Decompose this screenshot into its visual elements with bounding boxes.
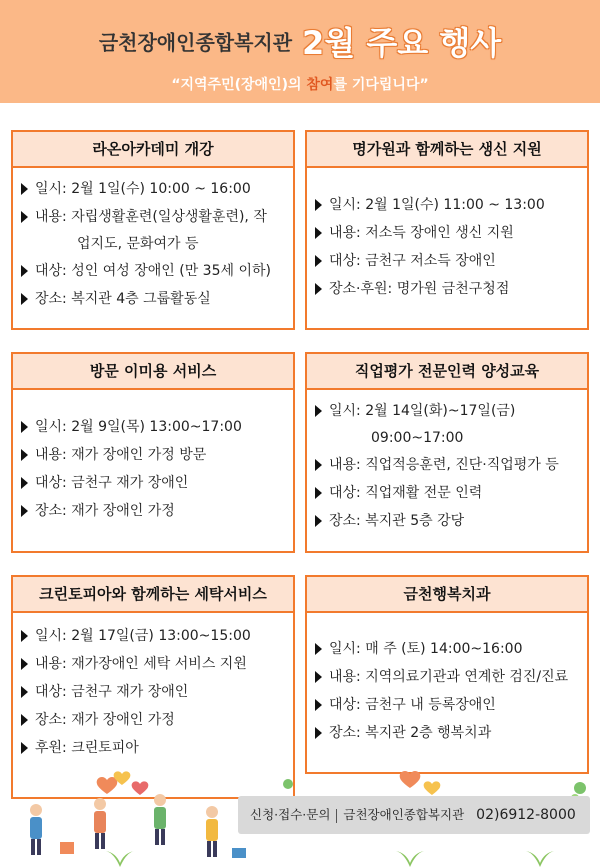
event-card-body — [305, 163, 589, 330]
event-card-laundry-service — [11, 575, 295, 756]
event-card-title: 직업평가 전문인력 양성교육 — [305, 352, 589, 390]
event-line-content: 내용: 직업적응훈련, 진단·직업평가 등 — [315, 451, 581, 479]
event-line-place: 장소: 복지관 4층 그룹활동실 — [21, 285, 287, 313]
bullet-triangle-icon — [315, 487, 322, 499]
bullet-triangle-icon — [21, 714, 28, 726]
bullet-triangle-icon — [315, 283, 322, 295]
header-banner — [0, 0, 600, 103]
event-card-title: 명가원과 함께하는 생신 지원 — [305, 130, 589, 168]
event-card-beauty-service — [11, 352, 295, 519]
event-line-date: 일시: 매 주 (토) 14:00~16:00 — [315, 635, 581, 663]
event-line-date: 일시: 2월 17일(금) 13:00~15:00 — [21, 622, 287, 650]
event-line-content: 내용: 자립생활훈련(일상생활훈련), 작 — [21, 203, 287, 231]
bullet-triangle-icon — [21, 630, 28, 642]
bullet-triangle-icon — [315, 405, 322, 417]
event-line-content: 내용: 지역의료기관과 연계한 검진/진료 — [315, 663, 581, 691]
event-line-place: 장소: 재가 장애인 가정 — [21, 497, 287, 525]
event-card-body — [11, 163, 295, 330]
clover-icon — [574, 782, 586, 794]
event-line-target: 대상: 금천구 내 등록장애인 — [315, 691, 581, 719]
slogan-pre: “지역주민(장애인)의 — [171, 77, 307, 93]
bullet-triangle-icon — [21, 505, 28, 517]
contact-org: 금천장애인종합복지관 — [343, 807, 465, 822]
person-figure — [30, 804, 42, 855]
gift-box-icon — [232, 848, 246, 858]
event-card-body — [305, 385, 589, 553]
sprout-icon — [396, 851, 424, 867]
event-card-title: 금천행복치과 — [305, 575, 589, 613]
bullet-triangle-icon — [315, 643, 322, 655]
bullet-triangle-icon — [21, 293, 28, 305]
bullet-triangle-icon — [21, 183, 28, 195]
event-card-birthday-support — [305, 130, 589, 297]
person-figure — [94, 798, 106, 849]
person-figure — [154, 794, 166, 845]
slogan — [0, 74, 600, 94]
event-line-content: 내용: 재가장애인 세탁 서비스 지원 — [21, 650, 287, 678]
bullet-triangle-icon — [315, 515, 322, 527]
heart-icon — [132, 781, 149, 795]
gift-box-icon — [60, 842, 74, 854]
event-line-date: 일시: 2월 9일(목) 13:00~17:00 — [21, 413, 287, 441]
event-line-place: 장소: 복지관 2층 행복치과 — [315, 719, 581, 747]
bullet-triangle-icon — [21, 421, 28, 433]
bullet-triangle-icon — [21, 477, 28, 489]
bullet-triangle-icon — [21, 742, 28, 754]
event-line-target: 대상: 금천구 재가 장애인 — [21, 678, 287, 706]
bullet-triangle-icon — [21, 658, 28, 670]
event-line-target: 대상: 직업재활 전문 인력 — [315, 479, 581, 507]
event-card-title: 크린토피아와 함께하는 세탁서비스 — [11, 575, 295, 613]
heart-icon — [424, 781, 441, 795]
event-line-place: 장소: 재가 장애인 가정 — [21, 706, 287, 734]
event-card-title: 방문 이미용 서비스 — [11, 352, 295, 390]
event-month-title: 2월 주요 행사 — [302, 24, 502, 62]
event-line-continuation: 업지도, 문화여가 등 — [77, 236, 199, 252]
slogan-post: 를 기다립니다” — [333, 77, 429, 93]
event-line-continuation: 09:00~17:00 — [371, 430, 464, 446]
bullet-triangle-icon — [21, 686, 28, 698]
person-figure — [206, 806, 218, 857]
event-line-place: 장소·후원: 명가원 금천구청점 — [315, 275, 581, 303]
contact-label: 신청·접수·문의 — [250, 807, 331, 822]
event-card-vocational-training — [305, 352, 589, 529]
event-line-target: 대상: 금천구 저소득 장애인 — [315, 247, 581, 275]
event-line-target: 대상: 금천구 재가 장애인 — [21, 469, 287, 497]
bullet-triangle-icon — [315, 255, 322, 267]
event-line-place: 장소: 복지관 5층 강당 — [315, 507, 581, 535]
event-card-title: 라온아카데미 개강 — [11, 130, 295, 168]
divider — [336, 809, 337, 823]
sprout-icon — [106, 851, 134, 867]
event-line-date: 일시: 2월 1일(수) 10:00 ~ 16:00 — [21, 175, 287, 203]
clover-icon — [283, 779, 293, 789]
org-title: 금천장애인종합복지관 — [98, 30, 293, 55]
event-line-content: 내용: 재가 장애인 가정 방문 — [21, 441, 287, 469]
event-line-content: 내용: 저소득 장애인 생신 지원 — [315, 219, 581, 247]
heart-icon — [400, 771, 421, 788]
heart-icon — [97, 777, 118, 794]
contact-box — [238, 796, 590, 834]
footer — [0, 770, 600, 867]
header-title — [0, 18, 600, 64]
event-line-sponsor: 후원: 크린토피아 — [21, 734, 287, 762]
bullet-triangle-icon — [315, 699, 322, 711]
bullet-triangle-icon — [21, 449, 28, 461]
slogan-highlight: 참여 — [306, 77, 334, 93]
contact-phone: 02)6912-8000 — [476, 807, 576, 823]
event-line-date: 일시: 2월 1일(수) 11:00 ~ 13:00 — [315, 191, 581, 219]
bullet-triangle-icon — [315, 459, 322, 471]
event-card-raon-academy — [11, 130, 295, 307]
event-line-date: 일시: 2월 14일(화)~17일(금) — [315, 397, 581, 425]
bullet-triangle-icon — [315, 727, 322, 739]
bullet-triangle-icon — [21, 265, 28, 277]
bullet-triangle-icon — [315, 199, 322, 211]
sprout-icon — [526, 851, 554, 867]
bullet-triangle-icon — [315, 227, 322, 239]
event-card-dental-clinic — [305, 575, 589, 741]
event-card-body — [11, 385, 295, 553]
event-card-body — [305, 608, 589, 774]
event-line-target: 대상: 성인 여성 장애인 (만 35세 이하) — [21, 257, 287, 285]
bullet-triangle-icon — [21, 211, 28, 223]
bullet-triangle-icon — [315, 671, 322, 683]
